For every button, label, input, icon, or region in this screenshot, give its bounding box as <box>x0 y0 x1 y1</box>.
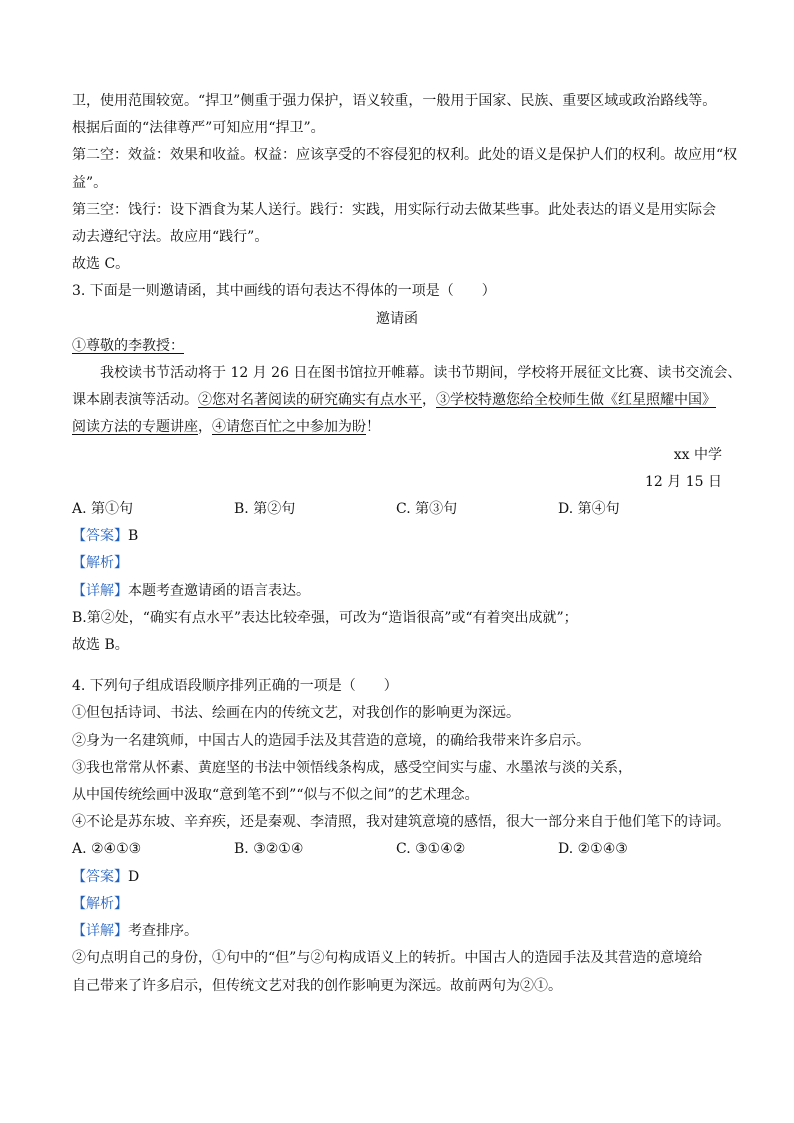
intro-line: 故选 C。 <box>72 256 130 273</box>
explain-line: 自己带来了许多启示，但传统文艺对我的创作影响更为深远。故前两句为②①。 <box>72 977 562 994</box>
underlined-sentence-4: ④请您百忙之中参加为盼 <box>212 419 366 436</box>
analysis-tag: 【解析】 <box>72 555 128 572</box>
intro-line: 卫，使用范围较宽。“捍卫”侧重于强力保护，语义较重，一般用于国家、民族、重要区域或政治路线等。 <box>72 93 717 109</box>
detail-text: 考查排序。 <box>128 923 198 940</box>
answer-options <box>72 496 722 523</box>
letter-date: 12 月 15 日 <box>645 473 722 490</box>
conclusion-line: 故选 B。 <box>72 637 129 654</box>
answer-line <box>72 864 722 891</box>
answer-value: B <box>128 528 139 545</box>
sentence-item: ②身为一名建筑师，中国古人的造园手法及其营造的意境，的确给我带来许多启示。 <box>72 732 590 749</box>
explain-line: ②句点明自己的身份，①句中的“但”与②句构成语义上的转折。中国古人的造园手法及其营造的意境给 <box>72 950 703 967</box>
option-d: D. ②①④③ <box>558 841 628 858</box>
detail-line <box>72 578 722 605</box>
detail-text: 本题考查邀请函的语言表达。 <box>128 582 310 599</box>
option-d: D. 第④句 <box>558 501 620 518</box>
body-text: 课本剧表演等活动。 <box>72 392 198 409</box>
sentence-item: ①但包括诗词、书法、绘画在内的传统文艺，对我创作的影响更为深远。 <box>72 705 520 722</box>
sentence-item: 从中国传统绘画中汲取“意到笔不到”“似与不似之间”的艺术理念。 <box>72 787 479 804</box>
underlined-sentence-2: ②您对名著阅读的研究确实有点水平 <box>198 392 422 409</box>
question-stem: 4. 下列句子组成语段顺序排列正确的一项是（ ） <box>72 678 398 695</box>
letter-body-line <box>72 414 722 441</box>
option-c: C. ③①④② <box>396 841 466 858</box>
detail-line <box>72 918 722 945</box>
explain-line: B.第②处，“确实有点水平”表达比较牵强，可改为“造诣很高”或“有着突出成就”； <box>72 609 578 626</box>
answer-tag: 【答案】 <box>72 868 128 885</box>
option-b: B. ③②①④ <box>234 841 304 858</box>
body-sep: ， <box>198 419 212 436</box>
intro-line: 第二空：效益：效果和收益。权益：应该享受的不容侵犯的权利。此处的语义是保护人们的权利。故应用“权 <box>72 147 738 164</box>
detail-tag: 【详解】 <box>72 923 128 940</box>
intro-line: 动去遵纪守法。故应用“践行”。 <box>72 229 269 246</box>
question-stem: 3. 下面是一则邀请函，其中画线的语句表达不得体的一项是（ ） <box>72 283 496 300</box>
body-end: ！ <box>366 419 380 436</box>
body-sep: ， <box>422 392 436 409</box>
option-b: B. 第②句 <box>234 501 296 518</box>
letter-salutation <box>72 333 722 360</box>
analysis-tag: 【解析】 <box>72 895 128 912</box>
intro-analysis <box>72 88 738 278</box>
underlined-sentence-3-cont: 阅读方法的专题讲座 <box>72 419 198 436</box>
underlined-salutation: ①尊敬的李教授： <box>72 337 184 354</box>
question-3 <box>72 278 742 659</box>
answer-options <box>72 836 722 863</box>
answer-line <box>72 523 722 550</box>
document-page <box>72 88 742 1000</box>
detail-tag: 【详解】 <box>72 582 128 599</box>
intro-line: 益”。 <box>72 174 108 191</box>
intro-line: 根据后面的“法律尊严”可知应用“捍卫”。 <box>72 120 325 137</box>
underlined-sentence-3: ③学校特邀您给全校师生做《红星照耀中国》 <box>436 392 716 409</box>
letter-title: 邀请函 <box>376 310 418 327</box>
spacer <box>72 659 722 673</box>
option-a: A. ②④①③ <box>72 841 142 858</box>
letter-body-line: 我校读书节活动将于 12 月 26 日在图书馆拉开帷幕。读书节期间，学校将开展征文比赛、读书交流会、 <box>100 365 742 382</box>
question-4 <box>72 673 730 999</box>
sentence-item: ④不论是苏东坡、辛弃疾，还是秦观、李清照，我对建筑意境的感悟，很大一部分来自于他们笔下的诗词。 <box>72 814 730 831</box>
option-a: A. 第①句 <box>72 501 134 518</box>
letter-sender: xx 中学 <box>673 446 722 463</box>
letter-body-line <box>72 387 722 414</box>
intro-line: 第三空：饯行：设下酒食为某人送行。践行：实践，用实际行动去做某些事。此处表达的语义是用实际会 <box>72 201 716 218</box>
sentence-item: ③我也常常从怀素、黄庭坚的书法中领悟线条构成，感受空间实与虚、水墨浓与淡的关系， <box>72 759 632 776</box>
answer-value: D <box>128 868 140 885</box>
option-c: C. 第③句 <box>396 501 458 518</box>
answer-tag: 【答案】 <box>72 528 128 545</box>
